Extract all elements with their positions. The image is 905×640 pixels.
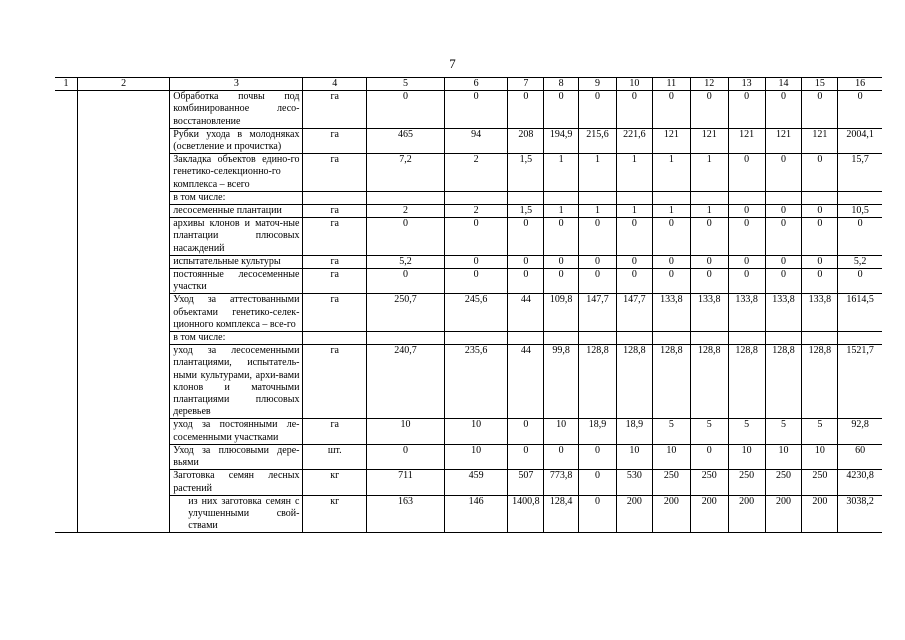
row-description: архивы клонов и маточ-ные плантации плюсовых насаждений — [170, 218, 303, 256]
value-cell: 0 — [765, 154, 802, 192]
value-cell: 1 — [652, 205, 690, 218]
value-cell: 0 — [617, 269, 653, 294]
value-cell: 133,8 — [690, 294, 728, 332]
value-cell: 1,5 — [508, 205, 544, 218]
value-cell: 0 — [579, 269, 617, 294]
value-cell: 128,8 — [690, 345, 728, 419]
value-cell: 0 — [802, 218, 838, 256]
table-row — [55, 332, 882, 345]
table-row — [55, 345, 882, 419]
value-cell — [367, 332, 445, 345]
row-description: уход за лесосеменными плантациями, испытатель-ными культурами, архи-вами клонов и маточными плантациями плюсовых деревьев — [170, 345, 303, 419]
value-cell: 0 — [728, 269, 765, 294]
value-cell: 1 — [579, 154, 617, 192]
value-cell: 2 — [444, 154, 508, 192]
value-cell: 133,8 — [652, 294, 690, 332]
value-cell: 208 — [508, 128, 544, 153]
value-cell: 147,7 — [579, 294, 617, 332]
value-cell: 0 — [544, 255, 579, 268]
value-cell: 10 — [444, 419, 508, 444]
value-cell: 1 — [690, 154, 728, 192]
column-header-6: 6 — [444, 78, 508, 91]
value-cell: 10 — [728, 444, 765, 469]
value-cell — [728, 332, 765, 345]
value-cell: 44 — [508, 345, 544, 419]
value-cell: 1400,8 — [508, 495, 544, 533]
value-cell: 5,2 — [367, 255, 445, 268]
value-cell: 0 — [690, 218, 728, 256]
value-cell — [652, 191, 690, 204]
column-header-9: 9 — [579, 78, 617, 91]
value-cell: 240,7 — [367, 345, 445, 419]
column-header-12: 12 — [690, 78, 728, 91]
value-cell: 711 — [367, 470, 445, 495]
column-header-11: 11 — [652, 78, 690, 91]
value-cell: 250 — [652, 470, 690, 495]
value-cell: 0 — [367, 91, 445, 129]
value-cell: 0 — [728, 205, 765, 218]
value-cell: 10,5 — [838, 205, 882, 218]
value-cell: 133,8 — [765, 294, 802, 332]
value-cell: 1 — [544, 205, 579, 218]
blank-cell — [55, 191, 78, 204]
value-cell: 0 — [690, 269, 728, 294]
value-cell: 0 — [802, 205, 838, 218]
value-cell — [544, 191, 579, 204]
value-cell: 0 — [444, 91, 508, 129]
value-cell: 0 — [765, 269, 802, 294]
blank-cell — [78, 332, 170, 345]
row-unit: кг — [303, 470, 367, 495]
value-cell: 121 — [690, 128, 728, 153]
value-cell: 10 — [765, 444, 802, 469]
blank-cell — [78, 91, 170, 129]
value-cell: 2 — [444, 205, 508, 218]
value-cell: 146 — [444, 495, 508, 533]
blank-cell — [55, 218, 78, 256]
row-description: из них заготовка семян с улучшенными свой-ствами — [170, 495, 303, 533]
value-cell: 5 — [652, 419, 690, 444]
value-cell — [508, 332, 544, 345]
table-row — [55, 205, 882, 218]
value-cell — [765, 332, 802, 345]
row-description: в том числе: — [170, 191, 303, 204]
value-cell: 128,8 — [802, 345, 838, 419]
value-cell — [652, 332, 690, 345]
value-cell: 0 — [444, 218, 508, 256]
value-cell: 0 — [579, 255, 617, 268]
table-row — [55, 470, 882, 495]
value-cell: 0 — [579, 218, 617, 256]
row-unit: га — [303, 218, 367, 256]
column-header-16: 16 — [838, 78, 882, 91]
value-cell: 0 — [367, 444, 445, 469]
row-unit: га — [303, 419, 367, 444]
blank-cell — [78, 470, 170, 495]
value-cell: 0 — [579, 495, 617, 533]
row-unit — [303, 332, 367, 345]
blank-cell — [55, 91, 78, 129]
value-cell: 1521,7 — [838, 345, 882, 419]
value-cell — [802, 332, 838, 345]
blank-cell — [78, 419, 170, 444]
blank-cell — [78, 154, 170, 192]
value-cell: 200 — [690, 495, 728, 533]
value-cell — [367, 191, 445, 204]
row-unit: шт. — [303, 444, 367, 469]
value-cell — [728, 191, 765, 204]
value-cell: 1 — [579, 205, 617, 218]
row-description: Обработка почвы под комбинированное лесо-восстановление — [170, 91, 303, 129]
value-cell: 121 — [802, 128, 838, 153]
value-cell: 0 — [802, 154, 838, 192]
blank-cell — [55, 444, 78, 469]
value-cell: 250 — [802, 470, 838, 495]
value-cell: 128,8 — [652, 345, 690, 419]
row-unit — [303, 191, 367, 204]
row-unit: га — [303, 154, 367, 192]
blank-cell — [55, 470, 78, 495]
value-cell: 128,4 — [544, 495, 579, 533]
table-row — [55, 294, 882, 332]
value-cell: 0 — [652, 91, 690, 129]
blank-cell — [55, 294, 78, 332]
column-header-10: 10 — [617, 78, 653, 91]
blank-cell — [55, 128, 78, 153]
value-cell: 1 — [617, 154, 653, 192]
value-cell: 0 — [690, 444, 728, 469]
value-cell: 1 — [544, 154, 579, 192]
column-header-3: 3 — [170, 78, 303, 91]
value-cell: 5 — [802, 419, 838, 444]
blank-cell — [55, 205, 78, 218]
value-cell: 507 — [508, 470, 544, 495]
value-cell: 0 — [544, 269, 579, 294]
value-cell: 250,7 — [367, 294, 445, 332]
value-cell: 1614,5 — [838, 294, 882, 332]
value-cell: 0 — [728, 91, 765, 129]
row-description: Уход за плюсовыми дере-вьями — [170, 444, 303, 469]
value-cell: 10 — [544, 419, 579, 444]
row-description: уход за постоянными ле-сосеменными участками — [170, 419, 303, 444]
value-cell: 0 — [838, 269, 882, 294]
value-cell — [508, 191, 544, 204]
value-cell: 10 — [652, 444, 690, 469]
row-unit: га — [303, 294, 367, 332]
blank-cell — [78, 205, 170, 218]
value-cell: 200 — [802, 495, 838, 533]
blank-cell — [55, 154, 78, 192]
row-description: в том числе: — [170, 332, 303, 345]
value-cell: 1 — [652, 154, 690, 192]
value-cell — [838, 332, 882, 345]
value-cell: 0 — [544, 91, 579, 129]
row-unit: га — [303, 345, 367, 419]
value-cell — [765, 191, 802, 204]
value-cell — [444, 332, 508, 345]
value-cell: 0 — [838, 91, 882, 129]
value-cell: 194,9 — [544, 128, 579, 153]
blank-cell — [55, 332, 78, 345]
value-cell: 773,8 — [544, 470, 579, 495]
value-cell: 18,9 — [617, 419, 653, 444]
value-cell: 250 — [765, 470, 802, 495]
value-cell: 0 — [508, 419, 544, 444]
value-cell: 0 — [728, 218, 765, 256]
value-cell: 0 — [802, 255, 838, 268]
column-header-8: 8 — [544, 78, 579, 91]
table-row — [55, 419, 882, 444]
value-cell: 1 — [690, 205, 728, 218]
column-header-7: 7 — [508, 78, 544, 91]
value-cell: 4230,8 — [838, 470, 882, 495]
row-description: лесосеменные плантации — [170, 205, 303, 218]
table-row — [55, 218, 882, 256]
value-cell: 10 — [802, 444, 838, 469]
value-cell: 0 — [617, 91, 653, 129]
row-description: испытательные культуры — [170, 255, 303, 268]
value-cell: 18,9 — [579, 419, 617, 444]
value-cell: 0 — [838, 218, 882, 256]
value-cell: 2004,1 — [838, 128, 882, 153]
row-unit: кг — [303, 495, 367, 533]
value-cell: 0 — [652, 255, 690, 268]
value-cell: 0 — [508, 255, 544, 268]
blank-cell — [55, 495, 78, 533]
value-cell: 0 — [652, 269, 690, 294]
value-cell: 200 — [652, 495, 690, 533]
value-cell: 0 — [617, 255, 653, 268]
value-cell: 5 — [690, 419, 728, 444]
value-cell: 15,7 — [838, 154, 882, 192]
value-cell — [579, 332, 617, 345]
value-cell: 250 — [728, 470, 765, 495]
value-cell: 0 — [444, 269, 508, 294]
value-cell — [690, 332, 728, 345]
blank-cell — [78, 218, 170, 256]
value-cell: 250 — [690, 470, 728, 495]
value-cell: 147,7 — [617, 294, 653, 332]
value-cell: 0 — [802, 269, 838, 294]
row-unit: га — [303, 128, 367, 153]
blank-cell — [78, 191, 170, 204]
page-number: 7 — [449, 56, 456, 71]
table-row — [55, 495, 882, 533]
column-header-1: 1 — [55, 78, 78, 91]
value-cell: 5 — [765, 419, 802, 444]
value-cell: 245,6 — [444, 294, 508, 332]
blank-cell — [78, 255, 170, 268]
value-cell: 215,6 — [579, 128, 617, 153]
value-cell: 0 — [765, 91, 802, 129]
value-cell: 0 — [765, 218, 802, 256]
row-unit: га — [303, 255, 367, 268]
value-cell: 0 — [728, 154, 765, 192]
row-unit: га — [303, 91, 367, 129]
value-cell: 2 — [367, 205, 445, 218]
value-cell — [838, 191, 882, 204]
table-row — [55, 255, 882, 268]
table-row — [55, 91, 882, 129]
value-cell: 0 — [508, 444, 544, 469]
value-cell: 121 — [728, 128, 765, 153]
value-cell: 121 — [652, 128, 690, 153]
value-cell: 10 — [367, 419, 445, 444]
value-cell: 0 — [367, 218, 445, 256]
value-cell: 530 — [617, 470, 653, 495]
table-row — [55, 269, 882, 294]
value-cell: 94 — [444, 128, 508, 153]
value-cell: 128,8 — [579, 345, 617, 419]
value-cell — [444, 191, 508, 204]
value-cell: 200 — [617, 495, 653, 533]
value-cell: 221,6 — [617, 128, 653, 153]
value-cell: 128,8 — [728, 345, 765, 419]
value-cell: 0 — [802, 91, 838, 129]
value-cell: 44 — [508, 294, 544, 332]
column-header-14: 14 — [765, 78, 802, 91]
column-header-4: 4 — [303, 78, 367, 91]
value-cell: 128,8 — [617, 345, 653, 419]
value-cell: 133,8 — [802, 294, 838, 332]
value-cell: 0 — [765, 205, 802, 218]
value-cell: 235,6 — [444, 345, 508, 419]
value-cell: 0 — [617, 218, 653, 256]
value-cell: 0 — [579, 91, 617, 129]
row-description: Рубки ухода в молодняках (осветление и прочистка) — [170, 128, 303, 153]
value-cell — [617, 191, 653, 204]
blank-cell — [78, 294, 170, 332]
value-cell: 128,8 — [765, 345, 802, 419]
value-cell — [690, 191, 728, 204]
data-table — [55, 77, 882, 533]
value-cell: 0 — [444, 255, 508, 268]
value-cell: 5 — [728, 419, 765, 444]
row-description: Уход за аттестованными объектами генетико-селек-ционного комплекса – все-го — [170, 294, 303, 332]
value-cell: 0 — [508, 218, 544, 256]
value-cell: 0 — [508, 269, 544, 294]
value-cell: 10 — [444, 444, 508, 469]
row-description: Закладка объектов едино-го генетико-селекционно-го комплекса – всего — [170, 154, 303, 192]
value-cell: 465 — [367, 128, 445, 153]
blank-cell — [78, 128, 170, 153]
value-cell: 0 — [367, 269, 445, 294]
column-header-2: 2 — [78, 78, 170, 91]
table-row — [55, 444, 882, 469]
table-header-row — [55, 78, 882, 91]
blank-cell — [78, 345, 170, 419]
value-cell — [544, 332, 579, 345]
value-cell: 99,8 — [544, 345, 579, 419]
blank-cell — [78, 269, 170, 294]
table-row — [55, 191, 882, 204]
blank-cell — [55, 269, 78, 294]
value-cell: 0 — [652, 218, 690, 256]
value-cell: 200 — [728, 495, 765, 533]
value-cell: 0 — [508, 91, 544, 129]
row-description: Заготовка семян лесных растений — [170, 470, 303, 495]
value-cell: 60 — [838, 444, 882, 469]
value-cell: 121 — [765, 128, 802, 153]
column-header-5: 5 — [367, 78, 445, 91]
table-row — [55, 128, 882, 153]
blank-cell — [55, 419, 78, 444]
value-cell: 7,2 — [367, 154, 445, 192]
row-description: постоянные лесосеменные участки — [170, 269, 303, 294]
value-cell: 1 — [617, 205, 653, 218]
value-cell: 133,8 — [728, 294, 765, 332]
value-cell: 3038,2 — [838, 495, 882, 533]
value-cell: 0 — [544, 444, 579, 469]
value-cell — [617, 332, 653, 345]
blank-cell — [78, 495, 170, 533]
blank-cell — [78, 444, 170, 469]
value-cell: 0 — [690, 91, 728, 129]
column-header-13: 13 — [728, 78, 765, 91]
value-cell: 1,5 — [508, 154, 544, 192]
row-unit: га — [303, 205, 367, 218]
column-header-15: 15 — [802, 78, 838, 91]
value-cell: 0 — [579, 444, 617, 469]
value-cell: 200 — [765, 495, 802, 533]
value-cell: 5,2 — [838, 255, 882, 268]
table-row — [55, 154, 882, 192]
value-cell: 109,8 — [544, 294, 579, 332]
value-cell: 0 — [690, 255, 728, 268]
blank-cell — [55, 255, 78, 268]
blank-cell — [55, 345, 78, 419]
value-cell: 92,8 — [838, 419, 882, 444]
value-cell — [579, 191, 617, 204]
value-cell: 163 — [367, 495, 445, 533]
row-unit: га — [303, 269, 367, 294]
value-cell: 459 — [444, 470, 508, 495]
value-cell: 0 — [544, 218, 579, 256]
value-cell — [802, 191, 838, 204]
value-cell: 0 — [579, 470, 617, 495]
value-cell: 0 — [765, 255, 802, 268]
value-cell: 10 — [617, 444, 653, 469]
value-cell: 0 — [728, 255, 765, 268]
